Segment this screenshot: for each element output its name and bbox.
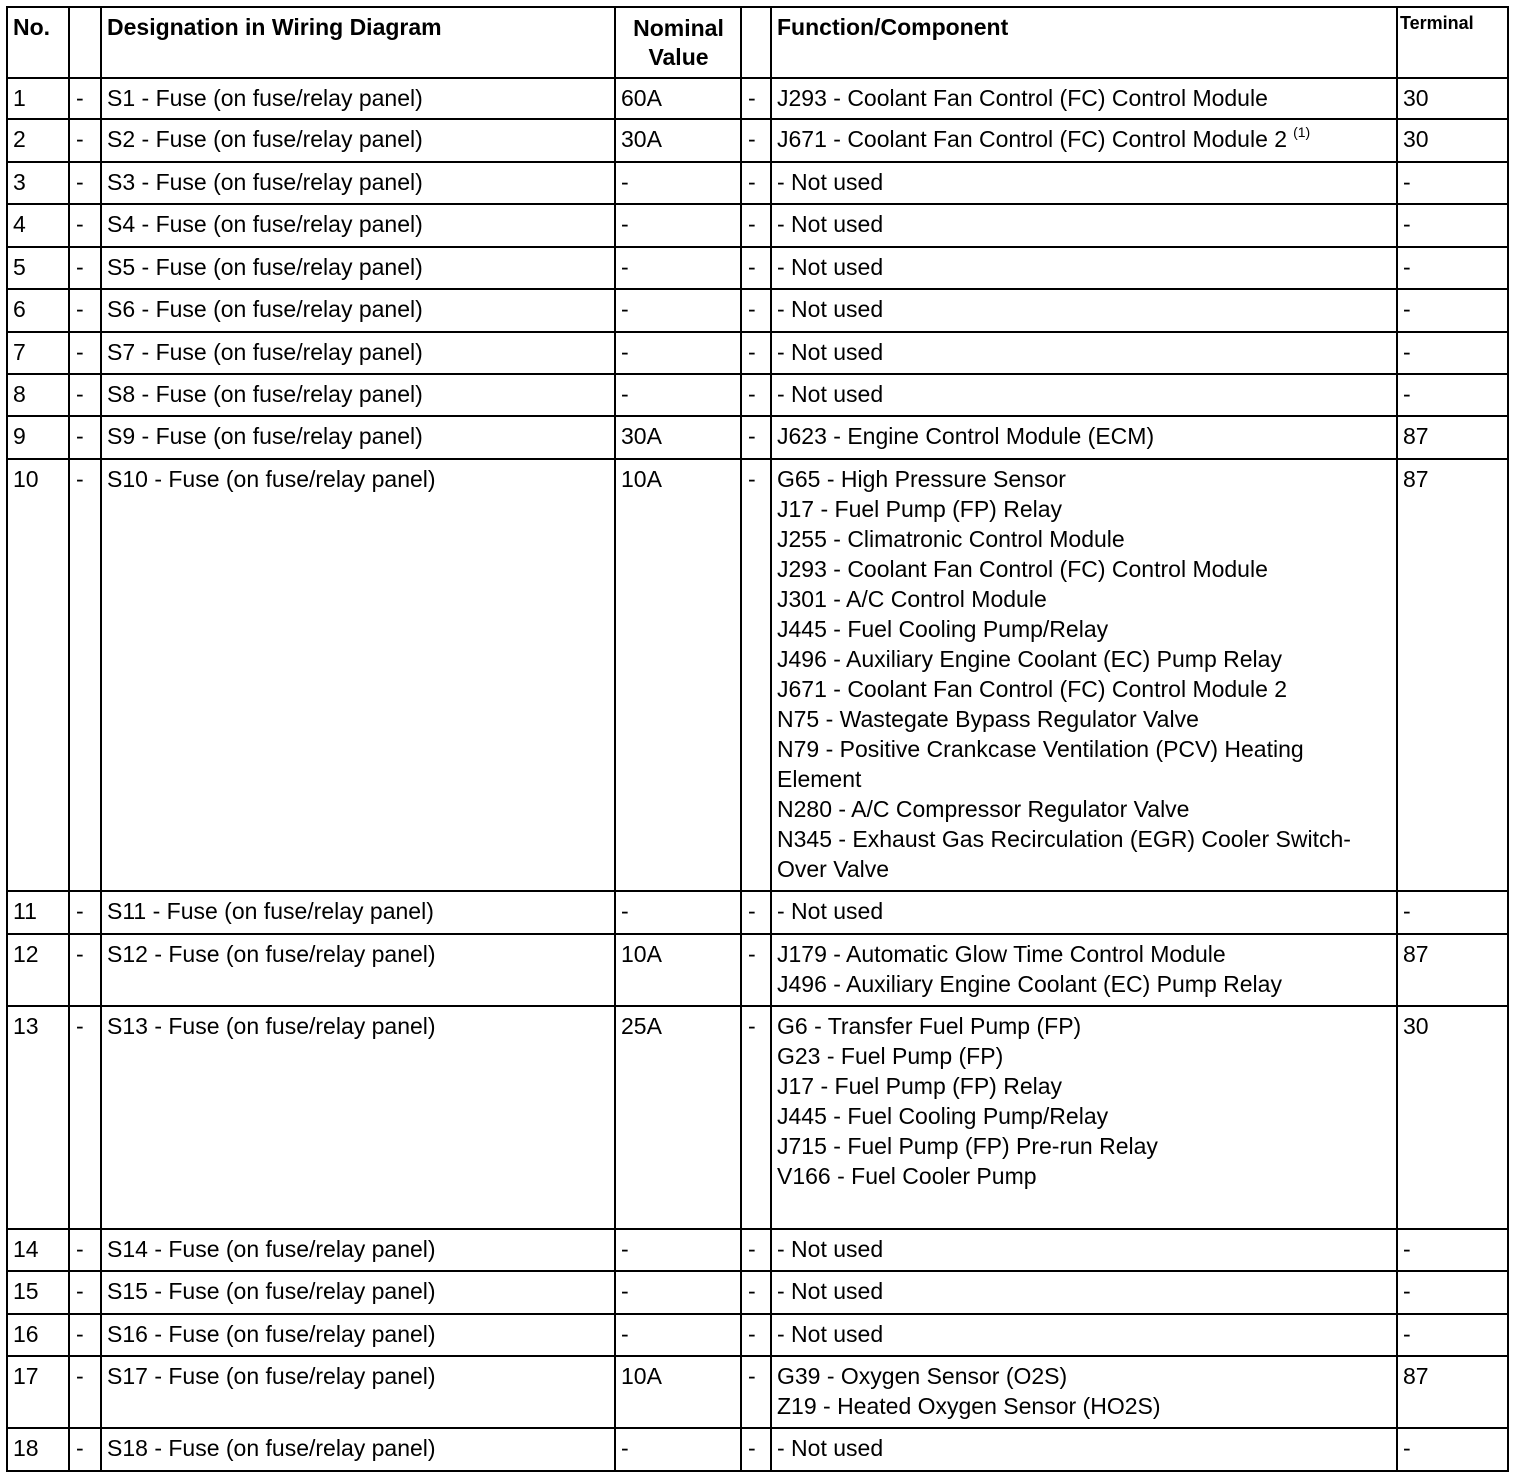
cell-designation: S3 - Fuse (on fuse/relay panel) — [101, 162, 615, 204]
cell-no: 12 — [7, 934, 69, 1006]
cell-nominal-value: 25A — [615, 1006, 741, 1229]
cell-no: 4 — [7, 204, 69, 247]
table-row — [7, 162, 1508, 204]
cell-designation: S13 - Fuse (on fuse/relay panel) — [101, 1006, 615, 1229]
table-header — [7, 7, 1508, 78]
header-function-component: Function/Component — [771, 7, 1397, 78]
cell-function-component — [771, 459, 1397, 891]
header-nominal-value: Nominal Value — [615, 7, 741, 78]
function-line: - Not used — [777, 381, 884, 407]
cell-function-component — [771, 891, 1397, 934]
cell-nominal-value: 10A — [615, 934, 741, 1006]
cell-function-component — [771, 78, 1397, 119]
cell-designation: S15 - Fuse (on fuse/relay panel) — [101, 1271, 615, 1314]
cell-separator-1: - — [69, 459, 101, 891]
cell-no: 7 — [7, 332, 69, 374]
cell-designation: S14 - Fuse (on fuse/relay panel) — [101, 1229, 615, 1271]
cell-designation: S4 - Fuse (on fuse/relay panel) — [101, 204, 615, 247]
table-row — [7, 1428, 1508, 1471]
cell-terminal: - — [1397, 1428, 1508, 1471]
header-designation: Designation in Wiring Diagram — [101, 7, 615, 78]
table-row — [7, 934, 1508, 1006]
header-no: No. — [7, 7, 69, 78]
table-row — [7, 374, 1508, 416]
function-line: J671 - Coolant Fan Control (FC) Control Module 2 — [777, 676, 1288, 702]
cell-terminal: - — [1397, 891, 1508, 934]
cell-nominal-value: 10A — [615, 459, 741, 891]
cell-no: 1 — [7, 78, 69, 119]
function-line: J17 - Fuel Pump (FP) Relay — [777, 1073, 1063, 1099]
function-line: J715 - Fuel Pump (FP) Pre-run Relay — [777, 1133, 1158, 1159]
cell-no: 9 — [7, 416, 69, 459]
cell-terminal: - — [1397, 247, 1508, 289]
table-row — [7, 1229, 1508, 1271]
table-body — [7, 78, 1508, 1471]
function-line: N345 - Exhaust Gas Recirculation (EGR) Cooler Switch-Over Valve — [777, 826, 1351, 882]
cell-nominal-value: - — [615, 162, 741, 204]
cell-separator-2: - — [741, 1271, 771, 1314]
cell-separator-1: - — [69, 1356, 101, 1428]
cell-function-component — [771, 162, 1397, 204]
cell-terminal: 87 — [1397, 416, 1508, 459]
table-row — [7, 247, 1508, 289]
cell-function-component — [771, 416, 1397, 459]
table-row — [7, 289, 1508, 332]
cell-separator-2: - — [741, 332, 771, 374]
function-line: J496 - Auxiliary Engine Coolant (EC) Pump Relay — [777, 971, 1282, 997]
cell-function-component — [771, 934, 1397, 1006]
cell-separator-2: - — [741, 247, 771, 289]
table-row — [7, 204, 1508, 247]
cell-no: 18 — [7, 1428, 69, 1471]
table-row — [7, 891, 1508, 934]
cell-separator-1: - — [69, 289, 101, 332]
cell-no: 10 — [7, 459, 69, 891]
function-line: - Not used — [777, 211, 884, 237]
cell-function-component — [771, 119, 1397, 162]
cell-designation: S2 - Fuse (on fuse/relay panel) — [101, 119, 615, 162]
cell-separator-2: - — [741, 162, 771, 204]
function-line: - Not used — [777, 1321, 884, 1347]
cell-no: 3 — [7, 162, 69, 204]
cell-function-component — [771, 204, 1397, 247]
cell-designation: S8 - Fuse (on fuse/relay panel) — [101, 374, 615, 416]
cell-function-component — [771, 1314, 1397, 1356]
function-line: Z19 - Heated Oxygen Sensor (HO2S) — [777, 1393, 1161, 1419]
cell-separator-2: - — [741, 459, 771, 891]
cell-separator-1: - — [69, 204, 101, 247]
cell-designation: S6 - Fuse (on fuse/relay panel) — [101, 289, 615, 332]
function-line: J255 - Climatronic Control Module — [777, 526, 1125, 552]
cell-separator-2: - — [741, 1314, 771, 1356]
cell-terminal: - — [1397, 332, 1508, 374]
cell-designation: S7 - Fuse (on fuse/relay panel) — [101, 332, 615, 374]
cell-terminal: - — [1397, 1314, 1508, 1356]
cell-nominal-value: - — [615, 247, 741, 289]
cell-separator-2: - — [741, 416, 771, 459]
function-line: G6 - Transfer Fuel Pump (FP) — [777, 1013, 1082, 1039]
table-row — [7, 1271, 1508, 1314]
cell-separator-1: - — [69, 162, 101, 204]
cell-separator-1: - — [69, 1006, 101, 1229]
cell-designation: S11 - Fuse (on fuse/relay panel) — [101, 891, 615, 934]
cell-nominal-value: 30A — [615, 119, 741, 162]
cell-separator-2: - — [741, 934, 771, 1006]
cell-designation: S9 - Fuse (on fuse/relay panel) — [101, 416, 615, 459]
function-line: J293 - Coolant Fan Control (FC) Control Module — [777, 85, 1268, 111]
fuse-table — [6, 6, 1509, 1472]
cell-separator-2: - — [741, 78, 771, 119]
function-line: J623 - Engine Control Module (ECM) — [777, 423, 1155, 449]
table-row — [7, 1356, 1508, 1428]
function-line: N75 - Wastegate Bypass Regulator Valve — [777, 706, 1199, 732]
cell-separator-2: - — [741, 119, 771, 162]
header-separator-1 — [69, 7, 101, 78]
cell-designation: S10 - Fuse (on fuse/relay panel) — [101, 459, 615, 891]
cell-nominal-value: - — [615, 1229, 741, 1271]
cell-separator-1: - — [69, 78, 101, 119]
cell-function-component — [771, 374, 1397, 416]
function-line: J17 - Fuel Pump (FP) Relay — [777, 496, 1063, 522]
function-line: J301 - A/C Control Module — [777, 586, 1047, 612]
cell-nominal-value: - — [615, 374, 741, 416]
cell-designation: S17 - Fuse (on fuse/relay panel) — [101, 1356, 615, 1428]
function-line: - Not used — [777, 1236, 884, 1262]
cell-terminal: 87 — [1397, 934, 1508, 1006]
header-separator-2 — [741, 7, 771, 78]
cell-nominal-value: - — [615, 1314, 741, 1356]
function-line: J445 - Fuel Cooling Pump/Relay — [777, 1103, 1109, 1129]
cell-terminal: - — [1397, 1229, 1508, 1271]
footnote-marker: (1) — [1293, 124, 1311, 140]
cell-separator-1: - — [69, 416, 101, 459]
function-line: G65 - High Pressure Sensor — [777, 466, 1066, 492]
cell-function-component — [771, 1006, 1397, 1229]
table-row — [7, 459, 1508, 891]
cell-separator-2: - — [741, 891, 771, 934]
cell-designation: S16 - Fuse (on fuse/relay panel) — [101, 1314, 615, 1356]
cell-no: 14 — [7, 1229, 69, 1271]
cell-nominal-value: - — [615, 1428, 741, 1471]
cell-no: 16 — [7, 1314, 69, 1356]
cell-designation: S18 - Fuse (on fuse/relay panel) — [101, 1428, 615, 1471]
function-line: - Not used — [777, 296, 884, 322]
cell-separator-1: - — [69, 1271, 101, 1314]
header-terminal: Terminal — [1397, 7, 1508, 78]
cell-separator-2: - — [741, 1356, 771, 1428]
function-line: N280 - A/C Compressor Regulator Valve — [777, 796, 1190, 822]
cell-no: 8 — [7, 374, 69, 416]
cell-no: 17 — [7, 1356, 69, 1428]
cell-function-component — [771, 1428, 1397, 1471]
cell-separator-1: - — [69, 119, 101, 162]
cell-no: 15 — [7, 1271, 69, 1314]
cell-terminal: - — [1397, 1271, 1508, 1314]
table-row — [7, 332, 1508, 374]
cell-separator-1: - — [69, 891, 101, 934]
cell-function-component — [771, 332, 1397, 374]
cell-no: 13 — [7, 1006, 69, 1229]
cell-terminal: 30 — [1397, 78, 1508, 119]
cell-nominal-value: 30A — [615, 416, 741, 459]
function-line: J671 - Coolant Fan Control (FC) Control Module 2 — [777, 126, 1288, 152]
cell-nominal-value: - — [615, 1271, 741, 1314]
cell-separator-1: - — [69, 1229, 101, 1271]
cell-nominal-value: - — [615, 204, 741, 247]
cell-nominal-value: - — [615, 289, 741, 332]
cell-function-component — [771, 1356, 1397, 1428]
function-line: V166 - Fuel Cooler Pump — [777, 1163, 1037, 1189]
cell-function-component — [771, 1229, 1397, 1271]
cell-separator-2: - — [741, 374, 771, 416]
cell-designation: S1 - Fuse (on fuse/relay panel) — [101, 78, 615, 119]
function-line: - Not used — [777, 254, 884, 280]
function-line: - Not used — [777, 898, 884, 924]
cell-no: 5 — [7, 247, 69, 289]
cell-nominal-value: 60A — [615, 78, 741, 119]
cell-terminal: 87 — [1397, 1356, 1508, 1428]
function-line: G23 - Fuel Pump (FP) — [777, 1043, 1004, 1069]
table-row — [7, 1006, 1508, 1229]
header-row — [7, 7, 1508, 78]
cell-function-component — [771, 289, 1397, 332]
table-row — [7, 1314, 1508, 1356]
cell-function-component — [771, 247, 1397, 289]
cell-terminal: - — [1397, 162, 1508, 204]
cell-separator-1: - — [69, 247, 101, 289]
function-line: - Not used — [777, 169, 884, 195]
cell-designation: S5 - Fuse (on fuse/relay panel) — [101, 247, 615, 289]
cell-separator-1: - — [69, 1428, 101, 1471]
function-line: J496 - Auxiliary Engine Coolant (EC) Pump Relay — [777, 646, 1282, 672]
cell-separator-1: - — [69, 332, 101, 374]
cell-terminal: - — [1397, 204, 1508, 247]
function-line: - Not used — [777, 1435, 884, 1461]
function-line: - Not used — [777, 1278, 884, 1304]
cell-separator-1: - — [69, 934, 101, 1006]
cell-separator-1: - — [69, 374, 101, 416]
table-row — [7, 119, 1508, 162]
function-line: J445 - Fuel Cooling Pump/Relay — [777, 616, 1109, 642]
cell-terminal: 30 — [1397, 1006, 1508, 1229]
function-line: N79 - Positive Crankcase Ventilation (PCV) Heating Element — [777, 736, 1304, 792]
cell-terminal: - — [1397, 289, 1508, 332]
cell-nominal-value: 10A — [615, 1356, 741, 1428]
cell-no: 2 — [7, 119, 69, 162]
table-row — [7, 416, 1508, 459]
function-line: J179 - Automatic Glow Time Control Module — [777, 941, 1226, 967]
table-row — [7, 78, 1508, 119]
cell-separator-2: - — [741, 1428, 771, 1471]
cell-nominal-value: - — [615, 332, 741, 374]
cell-designation: S12 - Fuse (on fuse/relay panel) — [101, 934, 615, 1006]
cell-separator-2: - — [741, 1229, 771, 1271]
function-line: - Not used — [777, 339, 884, 365]
function-line: J293 - Coolant Fan Control (FC) Control Module — [777, 556, 1268, 582]
cell-no: 11 — [7, 891, 69, 934]
cell-terminal: 30 — [1397, 119, 1508, 162]
cell-separator-1: - — [69, 1314, 101, 1356]
cell-terminal: - — [1397, 374, 1508, 416]
cell-separator-2: - — [741, 289, 771, 332]
cell-terminal: 87 — [1397, 459, 1508, 891]
cell-function-component — [771, 1271, 1397, 1314]
function-line: G39 - Oxygen Sensor (O2S) — [777, 1363, 1068, 1389]
cell-separator-2: - — [741, 1006, 771, 1229]
cell-nominal-value: - — [615, 891, 741, 934]
cell-separator-2: - — [741, 204, 771, 247]
cell-no: 6 — [7, 289, 69, 332]
